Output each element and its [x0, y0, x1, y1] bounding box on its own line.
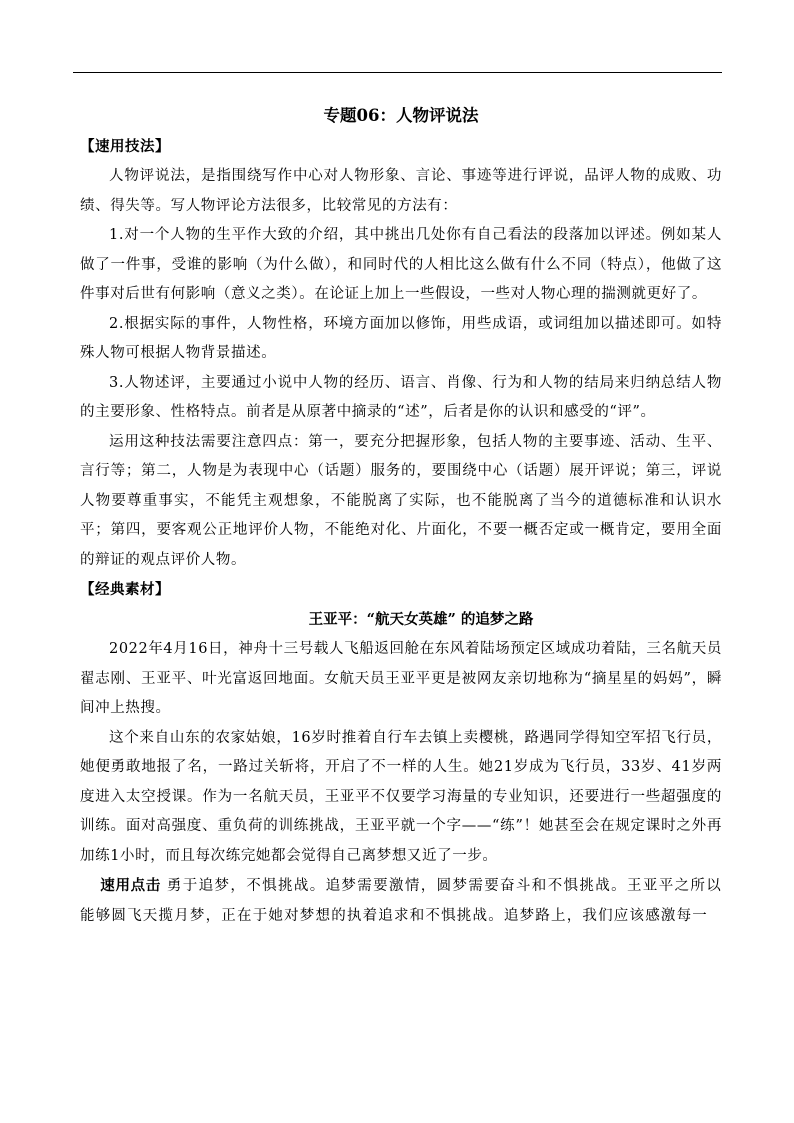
comment-paragraph	[80, 871, 722, 931]
header-rule	[73, 72, 722, 73]
comment-text: 勇于追梦，不惧挑战。追梦需要激情，圆梦需要奋斗和不惧挑战。王亚平之所以能够圆飞天揽月梦，正在于她对梦想的执着追求和不惧挑战。追梦路上，我们应该感激每一	[80, 878, 722, 924]
paragraph: 2022年4月16日，神舟十三号载人飞船返回舱在东风着陆场预定区域成功着陆，三名航天员翟志刚、王亚平、叶光富返回地面。女航天员王亚平更是被网友亲切地称为“摘星星的妈妈”，瞬间冲上热搜。	[80, 641, 722, 716]
comment-lead: 速用点击	[100, 878, 161, 894]
document-title: 专题06：人物评说法	[323, 106, 479, 125]
paragraph: 这个来自山东的农家姑娘，16岁时推着自行车去镇上卖樱桃，路遇同学得知空军招飞行员，她便勇敢地报了名，一路过关斩将，开启了不一样的人生。她21岁成为飞行员，33岁、41岁两度进入太空授课。作为一名航天员，王亚平不仅要学习海量的专业知识，还要进行一些超强度的训练。面对高强度、重负荷的训练挑战，王亚平就一个字——“练”！她甚至会在规定课时之外再加练1小时，而且每次练完她都会觉得自己离梦想又近了一步。	[80, 729, 722, 864]
material-title: 王亚平：“航天女英雄” 的追梦之路	[308, 611, 534, 628]
paragraph: 人物评说法，是指围绕写作中心对人物形象、言论、事迹等进行评说，品评人物的成败、功绩、得失等。写人物评论方法很多，比较常见的方法有：	[80, 168, 722, 214]
paragraph: 2.根据实际的事件，人物性格，环境方面加以修饰，用些成语，或词组加以描述即可。如特殊人物可根据人物背景描述。	[80, 315, 722, 361]
section-heading-techniques: 【速用技法】	[80, 138, 170, 155]
paragraph: 3.人物述评，主要通过小说中人物的经历、语言、肖像、行为和人物的结局来归纳总结人物的主要形象、性格特点。前者是从原著中摘录的“述”，后者是你的认识和感受的“评”。	[80, 374, 722, 420]
section-heading-material: 【经典素材】	[80, 581, 170, 598]
paragraph: 运用这种技法需要注意四点：第一，要充分把握形象，包括人物的主要事迹、活动、生平、言行等；第二，人物是为表现中心（话题）服务的，要围绕中心（话题）展开评说；第三，评说人物要尊重事实，不能凭主观想象，不能脱离了实际，也不能脱离了当今的道德标准和认识水平；第四，要客观公正地评价人物，不能绝对化、片面化，不要一概否定或一概肯定，要用全面的辩证的观点评价人物。	[80, 433, 722, 568]
document-body	[80, 100, 722, 931]
paragraph: 1.对一个人物的生平作大致的介绍，其中挑出几处你有自己看法的段落加以评述。例如某人做了一件事，受谁的影响（为什么做），和同时代的人相比这么做有什么不同（特点），他做了这件事对后世有何影响（意义之类）。在论证上加上一些假设，一些对人物心理的揣测就更好了。	[80, 227, 722, 302]
